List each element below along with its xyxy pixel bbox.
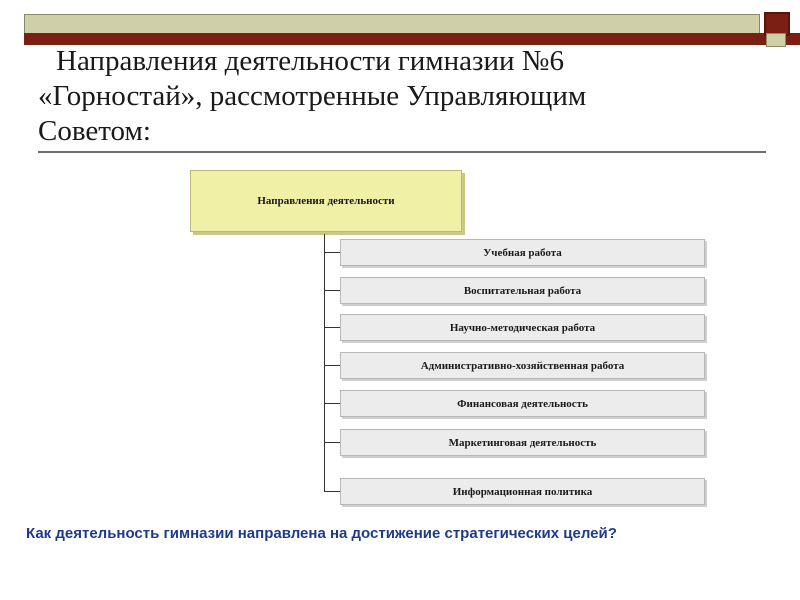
diagram-node-label: Маркетинговая деятельность — [448, 436, 597, 449]
diagram-branch-connector — [324, 365, 340, 366]
diagram-node-label: Воспитательная работа — [463, 284, 582, 297]
diagram-branch-connector — [324, 442, 340, 443]
diagram-node-label: Научно-методическая работа — [449, 321, 596, 334]
top-decor-bar — [24, 14, 760, 34]
diagram-branch-connector — [324, 290, 340, 291]
diagram-node-label: Учебная работа — [483, 246, 562, 259]
title-line-1: Направления деятельности гимназии №6 — [56, 45, 564, 77]
question-text: Как деятельность гимназии направлена на достижение стратегических целей? — [26, 525, 617, 542]
diagram-root-label: Направления деятельности — [257, 195, 395, 207]
diagram-root-node — [190, 170, 462, 232]
diagram-branch-connector — [324, 403, 340, 404]
diagram-node-administrative-work — [340, 352, 705, 379]
diagram-node-label: Административно-хозяйственная работа — [420, 359, 625, 372]
diagram-branch-connector — [324, 491, 340, 492]
diagram-trunk-connector — [324, 234, 325, 492]
title-line-3: Советом: — [38, 115, 151, 147]
diagram-node-methodical-work — [340, 314, 705, 341]
title-divider — [38, 151, 766, 153]
diagram-node-information-policy — [340, 478, 705, 505]
slide-title — [38, 44, 738, 149]
diagram-node-label: Информационная политика — [452, 485, 593, 498]
diagram-node-educational-work — [340, 277, 705, 304]
title-line-2: «Горностай», рассмотренные Управляющим — [38, 80, 587, 112]
corner-decor-tab — [766, 33, 786, 47]
diagram-node-marketing-activity — [340, 429, 705, 456]
diagram-branch-connector — [324, 327, 340, 328]
diagram-node-label: Финансовая деятельность — [457, 397, 588, 410]
diagram-branch-connector — [324, 252, 340, 253]
diagram-node-academic-work — [340, 239, 705, 266]
diagram-node-financial-activity — [340, 390, 705, 417]
